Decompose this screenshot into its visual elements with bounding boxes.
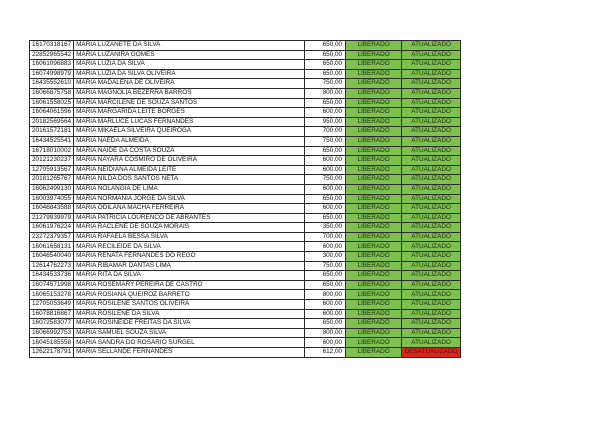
value-cell: 300,00 [305,252,346,262]
name-cell: MARIA MARLUCE LUCAS FERNANDES [74,117,305,127]
update-status-cell: ATUALIZADO [402,127,461,137]
value-cell: 650,00 [305,194,346,204]
name-cell: MARIA ROSILENE SANTOS OLIVEIRA [74,300,305,310]
cpf-cell: 16434533736 [30,271,74,281]
table-row [30,280,461,290]
name-cell: MARIA SANDRA DO ROSARIO SURGEL [74,338,305,348]
cpf-cell: 21279939979 [30,213,74,223]
value-cell: 650,00 [305,69,346,79]
status-cell: LIBERADO [346,165,402,175]
name-cell: MARIA RAFAELA BESSA SILVA [74,232,305,242]
table-row [30,194,461,204]
value-cell: 800,00 [305,88,346,98]
status-cell: LIBERADO [346,127,402,137]
cpf-cell: 16061558025 [30,98,74,108]
value-cell: 350,00 [305,223,346,233]
name-cell: MARIA NILDA DOS SANTOS NETA [74,175,305,185]
table-row [30,242,461,252]
update-status-cell: ATUALIZADO [402,252,461,262]
status-cell: LIBERADO [346,156,402,166]
name-cell: MARIA LUZANIRA GOMES [74,50,305,60]
status-cell: LIBERADO [346,194,402,204]
value-cell: 650,00 [305,319,346,329]
table-row [30,309,461,319]
cpf-cell: 20161572181 [30,127,74,137]
table-row [30,213,461,223]
table-row [30,232,461,242]
table-row [30,223,461,233]
table-row [30,271,461,281]
value-cell: 650,00 [305,41,346,51]
cpf-cell: 20121230237 [30,156,74,166]
update-status-cell: ATUALIZADO [402,309,461,319]
status-cell: LIBERADO [346,60,402,70]
cpf-cell: 16170318167 [30,41,74,51]
status-cell: LIBERADO [346,213,402,223]
status-cell: LIBERADO [346,184,402,194]
cpf-cell: 12614762273 [30,261,74,271]
table-row [30,319,461,329]
table-row [30,300,461,310]
name-cell: MARIA RENATA FERNANDES DO REGO [74,252,305,262]
value-cell: 600,00 [305,165,346,175]
name-cell: MARIA LUZIA DA SILVA OLIVEIRA [74,69,305,79]
name-cell: MARIA ROSEMARY PEREIRA DE CASTRO [74,280,305,290]
status-cell: LIBERADO [346,79,402,89]
cpf-cell: 20182569564 [30,117,74,127]
update-status-cell: ATUALIZADO [402,213,461,223]
cpf-cell: 16045185558 [30,338,74,348]
name-cell: MARIA RITA DA SILVA [74,271,305,281]
table-row [30,146,461,156]
status-cell: LIBERADO [346,223,402,233]
name-cell: MARIA MAGNOLIA BEZERRA BARROS [74,88,305,98]
cpf-cell: 23272379357 [30,232,74,242]
cpf-cell: 16065153278 [30,290,74,300]
value-cell: 750,00 [305,175,346,185]
value-cell: 600,00 [305,184,346,194]
cpf-cell: 16074998979 [30,69,74,79]
name-cell: MARIA NEIDIANA ALMEIDA LEITE [74,165,305,175]
name-cell: MARIA RECILEIDE DA SILVA [74,242,305,252]
cpf-cell: 16072583077 [30,319,74,329]
value-cell: 750,00 [305,79,346,89]
table-row [30,88,461,98]
name-cell: MARIA MIKAELA SILVEIRA QUEIROGA [74,127,305,137]
value-cell: 650,00 [305,280,346,290]
update-status-cell: ATUALIZADO [402,204,461,214]
update-status-cell: ATUALIZADO [402,232,461,242]
status-cell: LIBERADO [346,252,402,262]
update-status-cell: ATUALIZADO [402,146,461,156]
name-cell: MARIA ODILANA MACHA FERREIRA [74,204,305,214]
status-cell: LIBERADO [346,50,402,60]
status-cell: LIBERADO [346,328,402,338]
table-body [30,41,461,358]
status-cell: LIBERADO [346,136,402,146]
update-status-cell: ATUALIZADO [402,328,461,338]
cpf-cell: 22852965542 [30,50,74,60]
value-cell: 600,00 [305,204,346,214]
table-row [30,175,461,185]
cpf-cell: 16061658131 [30,242,74,252]
update-status-cell: ATUALIZADO [402,338,461,348]
status-cell: LIBERADO [346,88,402,98]
table-row [30,98,461,108]
status-cell: LIBERADO [346,41,402,51]
update-status-cell: ATUALIZADO [402,108,461,118]
cpf-cell: 16061976224 [30,223,74,233]
cpf-cell: 16434525541 [30,136,74,146]
table-row [30,60,461,70]
status-cell: LIBERADO [346,232,402,242]
cpf-cell: 16066875758 [30,88,74,98]
update-status-cell: ATUALIZADO [402,319,461,329]
value-cell: 700,00 [305,127,346,137]
update-status-cell: DESATUALIZADO [402,348,461,358]
value-cell: 600,00 [305,108,346,118]
status-cell: LIBERADO [346,319,402,329]
value-cell: 600,00 [305,338,346,348]
name-cell: MARIA NAEDA ALMEIDA [74,136,305,146]
name-cell: MARIA NORMANIA JORGE DA SILVA [74,194,305,204]
name-cell: MARIA ROSILENE DA SILVA [74,309,305,319]
status-cell: LIBERADO [346,242,402,252]
update-status-cell: ATUALIZADO [402,60,461,70]
status-cell: LIBERADO [346,117,402,127]
table-row [30,290,461,300]
update-status-cell: ATUALIZADO [402,117,461,127]
name-cell: MARIA LUZANETE DA SILVA [74,41,305,51]
table-row [30,108,461,118]
cpf-cell: 16078816867 [30,309,74,319]
value-cell: 750,00 [305,136,346,146]
status-cell: LIBERADO [346,98,402,108]
cpf-cell: 16061096883 [30,60,74,70]
cpf-cell: 16066992753 [30,328,74,338]
value-cell: 600,00 [305,300,346,310]
value-cell: 612,00 [305,348,346,358]
table-row [30,261,461,271]
status-cell: LIBERADO [346,271,402,281]
name-cell: MARIA NOLANGIA DE LIMA [74,184,305,194]
cpf-cell: 20181265767 [30,175,74,185]
name-cell: MARIA ROSINEIDE FREITAS DA SILVA [74,319,305,329]
table-row [30,117,461,127]
cpf-cell: 16074571998 [30,280,74,290]
table-row [30,204,461,214]
status-cell: LIBERADO [346,290,402,300]
table-row [30,79,461,89]
table-row [30,41,461,51]
cpf-cell: 16003974055 [30,194,74,204]
table-row [30,156,461,166]
table-row [30,50,461,60]
update-status-cell: ATUALIZADO [402,136,461,146]
update-status-cell: ATUALIZADO [402,290,461,300]
cpf-cell: 12705053649 [30,300,74,310]
name-cell: MARIA RACLENE DE SOUZA MORAIS [74,223,305,233]
status-cell: LIBERADO [346,338,402,348]
update-status-cell: ATUALIZADO [402,156,461,166]
cpf-cell: 16046540040 [30,252,74,262]
value-cell: 950,00 [305,117,346,127]
status-cell: LIBERADO [346,300,402,310]
name-cell: MARIA SELLANDE FERNANDES [74,348,305,358]
table-row [30,127,461,137]
value-cell: 650,00 [305,213,346,223]
status-cell: LIBERADO [346,280,402,290]
update-status-cell: ATUALIZADO [402,165,461,175]
status-cell: LIBERADO [346,309,402,319]
name-cell: MARIA PATRICIA LOURENCO DE ABRANTES [74,213,305,223]
value-cell: 600,00 [305,156,346,166]
status-cell: LIBERADO [346,348,402,358]
status-cell: LIBERADO [346,261,402,271]
cpf-cell: 16718010002 [30,146,74,156]
value-cell: 600,00 [305,309,346,319]
update-status-cell: ATUALIZADO [402,175,461,185]
cpf-cell: 12705913567 [30,165,74,175]
update-status-cell: ATUALIZADO [402,242,461,252]
name-cell: MARIA RIBAMAR DANTAS LIMA [74,261,305,271]
update-status-cell: ATUALIZADO [402,261,461,271]
name-cell: MARIA MARGARIDA LEITE BORGES [74,108,305,118]
cpf-cell: 16435552610 [30,79,74,89]
value-cell: 800,00 [305,290,346,300]
name-cell: MARIA ROSIANA QUEIROZ BARRETO [74,290,305,300]
table-row [30,252,461,262]
cpf-cell: 16064061596 [30,108,74,118]
update-status-cell: ATUALIZADO [402,69,461,79]
table-row [30,165,461,175]
cpf-cell: 16046843588 [30,204,74,214]
beneficiary-table [29,40,461,358]
name-cell: MARIA MARCILENE DE SOUZA SANTOS [74,98,305,108]
status-cell: LIBERADO [346,175,402,185]
update-status-cell: ATUALIZADO [402,300,461,310]
value-cell: 700,00 [305,232,346,242]
table-row [30,338,461,348]
value-cell: 650,00 [305,146,346,156]
status-cell: LIBERADO [346,146,402,156]
value-cell: 750,00 [305,261,346,271]
update-status-cell: ATUALIZADO [402,280,461,290]
value-cell: 650,00 [305,271,346,281]
name-cell: MARIA MADALENA DE OLIVEIRA [74,79,305,89]
update-status-cell: ATUALIZADO [402,79,461,89]
update-status-cell: ATUALIZADO [402,50,461,60]
value-cell: 650,00 [305,98,346,108]
status-cell: LIBERADO [346,69,402,79]
update-status-cell: ATUALIZADO [402,271,461,281]
status-cell: LIBERADO [346,108,402,118]
name-cell: MARIA NAIDE DA COSTA SOUZA [74,146,305,156]
value-cell: 650,00 [305,60,346,70]
name-cell: MARIA NAYARA COSMIRO DE OLIVEIRA [74,156,305,166]
value-cell: 600,00 [305,242,346,252]
update-status-cell: ATUALIZADO [402,88,461,98]
update-status-cell: ATUALIZADO [402,41,461,51]
update-status-cell: ATUALIZADO [402,98,461,108]
cpf-cell: 12622178791 [30,348,74,358]
cpf-cell: 16062499130 [30,184,74,194]
name-cell: MARIA LUZIA DA SILVA [74,60,305,70]
name-cell: MARIA SAMUEL SOUZA SILVA [74,328,305,338]
table-row [30,328,461,338]
table-row [30,136,461,146]
value-cell: 650,00 [305,50,346,60]
value-cell: 800,00 [305,328,346,338]
table-row [30,69,461,79]
update-status-cell: ATUALIZADO [402,223,461,233]
table-row [30,184,461,194]
status-cell: LIBERADO [346,204,402,214]
table-row [30,348,461,358]
update-status-cell: ATUALIZADO [402,184,461,194]
update-status-cell: ATUALIZADO [402,194,461,204]
